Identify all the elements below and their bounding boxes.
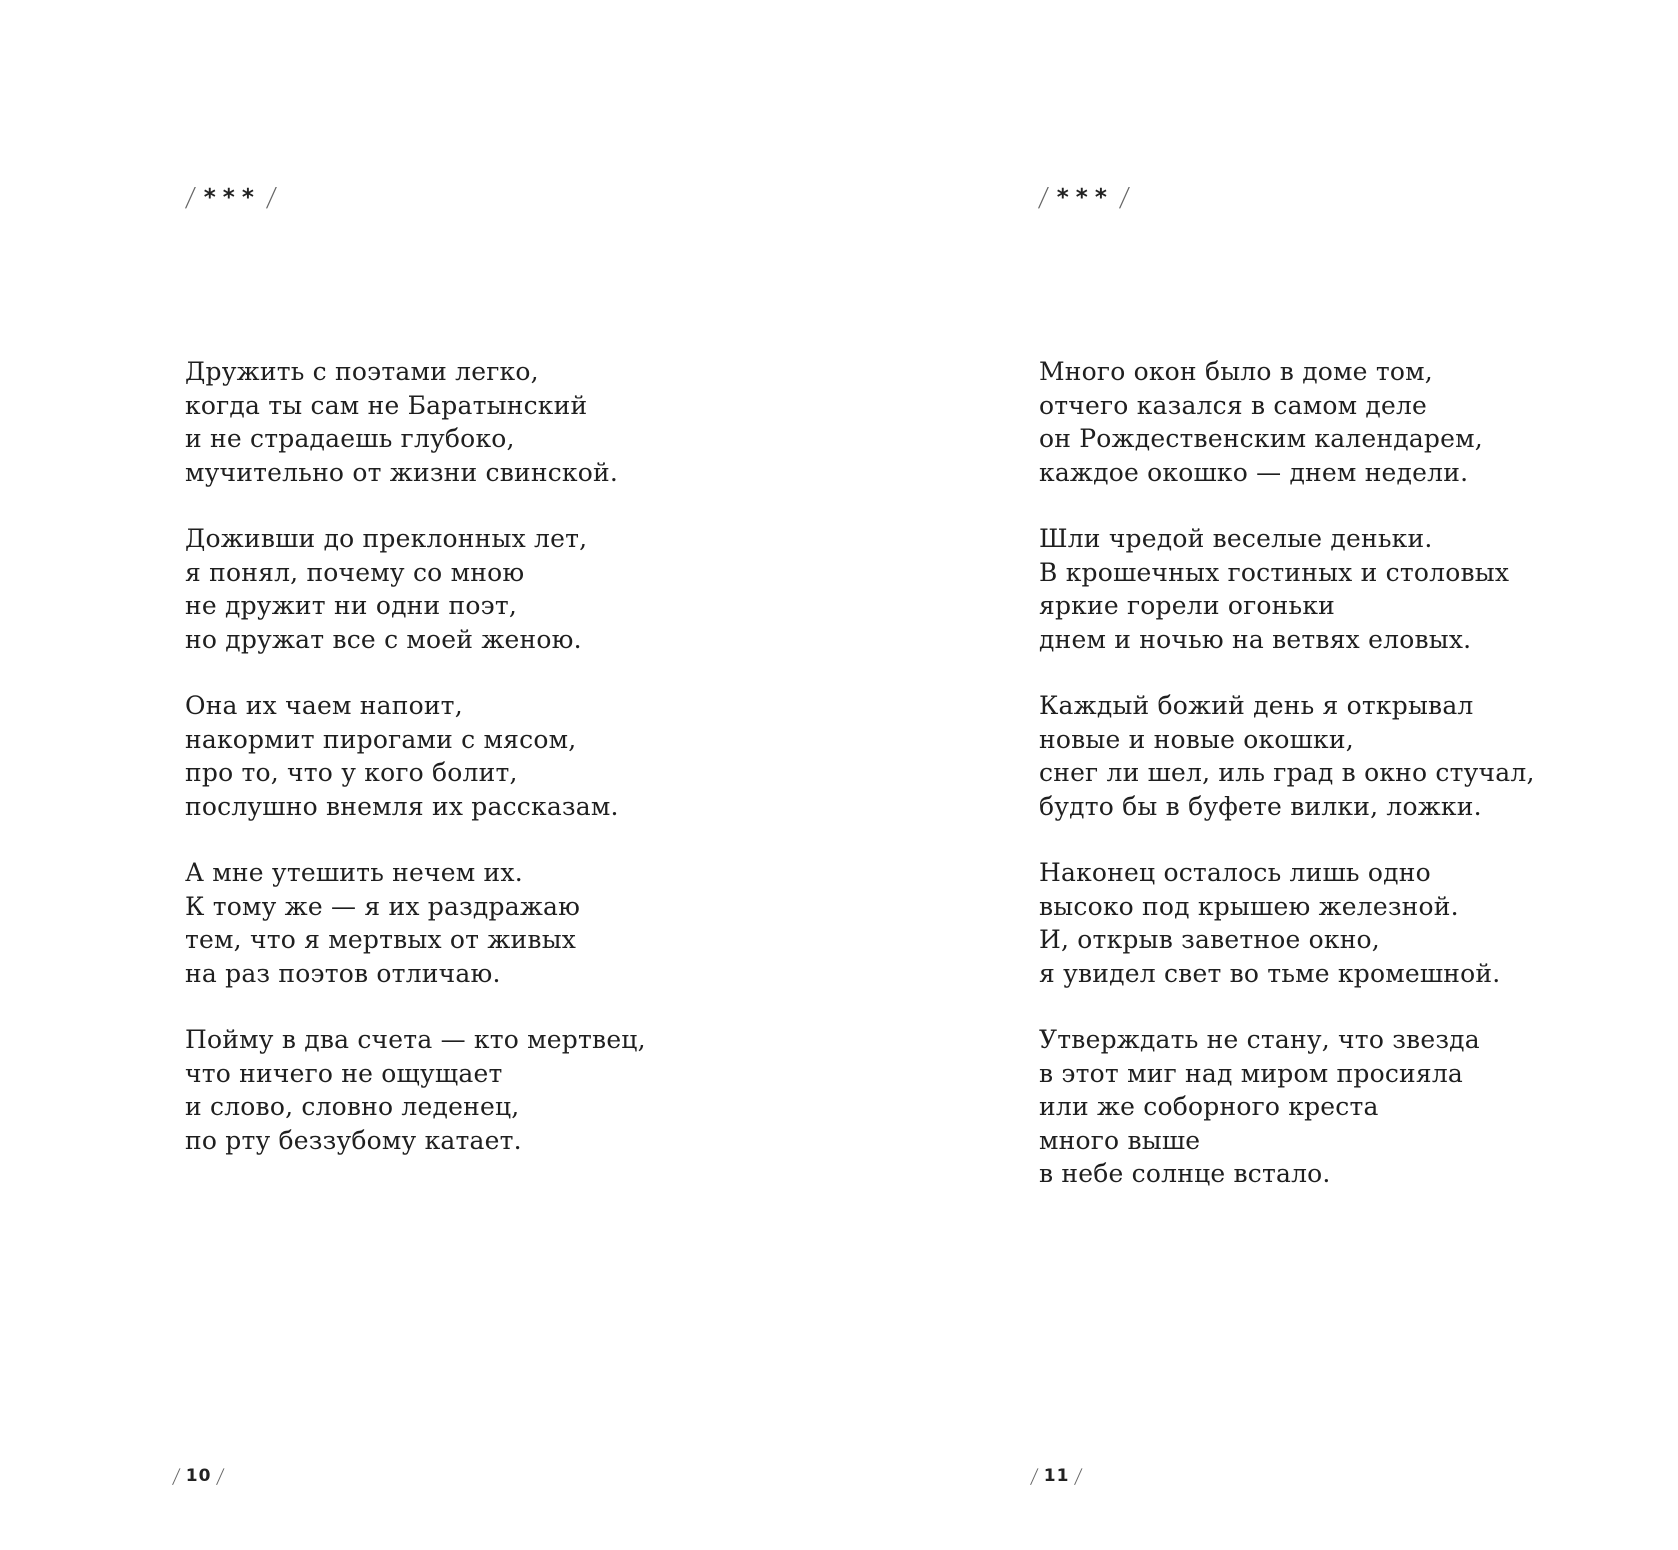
poem-line: на раз поэтов отличаю. xyxy=(185,958,501,988)
poem-line: новые и новые окошки, xyxy=(1039,724,1354,754)
poem-line: Утверждать не стану, что звезда xyxy=(1039,1025,1480,1054)
ornament-slash-close: / xyxy=(1117,183,1134,213)
stanza xyxy=(1039,522,1535,656)
poem-line: тем, что я мертвых от живых xyxy=(185,925,577,954)
poem-line: по рту беззубому катает. xyxy=(185,1125,522,1155)
poem-line: Дружить с поэтами легко, xyxy=(185,357,539,386)
page-number-slash-open: / xyxy=(1029,1464,1040,1488)
poem-line: но дружат все с моей женою. xyxy=(185,624,582,654)
poem-line: в этот миг над миром просияла xyxy=(1039,1058,1464,1088)
poem-line: будто бы в буфете вилки, ложки. xyxy=(1039,791,1482,821)
poem-line: не дружит ни одни поэт, xyxy=(185,591,518,620)
ornament-stars: *** xyxy=(1056,185,1114,211)
poem-line: снег ли шел, иль град в окно стучал, xyxy=(1039,758,1535,787)
poem-line: Пойму в два счета — кто мертвец, xyxy=(185,1025,646,1054)
poem-line: послушно внемля их рассказам. xyxy=(185,791,619,821)
poem-line: он Рождественским календарем, xyxy=(1039,424,1483,453)
poem-line: накормит пирогами с мясом, xyxy=(185,724,577,754)
poem-line: отчего казался в самом деле xyxy=(1039,390,1428,420)
poem-line: про то, что у кого болит, xyxy=(185,758,518,787)
page-number-slash-close: / xyxy=(215,1464,226,1488)
stanza xyxy=(185,522,646,656)
poem-line: А мне утешить нечем их. xyxy=(185,858,523,887)
page-number xyxy=(1031,1464,1082,1488)
ornament-slash-open: / xyxy=(1036,183,1053,213)
ornament-slash-open: / xyxy=(183,183,200,213)
ornament-stars: *** xyxy=(203,185,261,211)
right-page xyxy=(839,0,1678,1550)
stanza xyxy=(1039,856,1535,990)
poem-line: высоко под крышею железной. xyxy=(1039,891,1459,921)
section-ornament xyxy=(183,183,281,213)
poem-line: В крошечных гостиных и столовых xyxy=(1039,557,1510,587)
stanza xyxy=(1039,355,1535,489)
section-ornament xyxy=(1036,183,1134,213)
poem-line: И, открыв заветное окно, xyxy=(1039,925,1380,954)
poem xyxy=(1039,355,1535,1224)
poem-line: мучительно от жизни свинской. xyxy=(185,457,619,487)
poem-line: или же соборного креста xyxy=(1039,1092,1379,1121)
stanza xyxy=(185,1023,646,1157)
poem-line: Доживши до преклонных лет, xyxy=(185,524,588,553)
stanza xyxy=(185,355,646,489)
poem-line: Наконец осталось лишь одно xyxy=(1039,858,1431,887)
page-number-value: 11 xyxy=(1043,1466,1070,1486)
stanza xyxy=(185,856,646,990)
stanza xyxy=(185,689,646,823)
poem-line: Каждый божий день я открывал xyxy=(1039,691,1474,720)
poem-line: днем и ночью на ветвях еловых. xyxy=(1039,624,1472,654)
page-number xyxy=(173,1464,224,1488)
poem-line: К тому же — я их раздражаю xyxy=(185,891,581,921)
stanza xyxy=(1039,1023,1535,1191)
poem-line: Шли чредой веселые деньки. xyxy=(1039,524,1433,553)
poem-line: я понял, почему со мною xyxy=(185,557,525,587)
page-number-slash-open: / xyxy=(171,1464,182,1488)
poem-line: когда ты сам не Баратынский xyxy=(185,390,588,420)
ornament-slash-close: / xyxy=(264,183,281,213)
poem-line: в небе солнце встало. xyxy=(1039,1159,1331,1188)
poem-line: и слово, словно леденец, xyxy=(185,1092,520,1121)
poem-line: и не страдаешь глубоко, xyxy=(185,424,515,453)
poem-line: Она их чаем напоит, xyxy=(185,691,463,720)
poem-line: я увидел свет во тьме кромешной. xyxy=(1039,958,1501,988)
poem-line: каждое окошко — днем недели. xyxy=(1039,457,1469,487)
poem-line: яркие горели огоньки xyxy=(1039,591,1336,620)
stanza xyxy=(1039,689,1535,823)
poem xyxy=(185,355,646,1190)
page-number-slash-close: / xyxy=(1073,1464,1084,1488)
poem-line: Много окон было в доме том, xyxy=(1039,357,1433,386)
poem-line: что ничего не ощущает xyxy=(185,1058,503,1088)
page-number-value: 10 xyxy=(185,1466,212,1486)
poem-line: много выше xyxy=(1039,1125,1201,1155)
